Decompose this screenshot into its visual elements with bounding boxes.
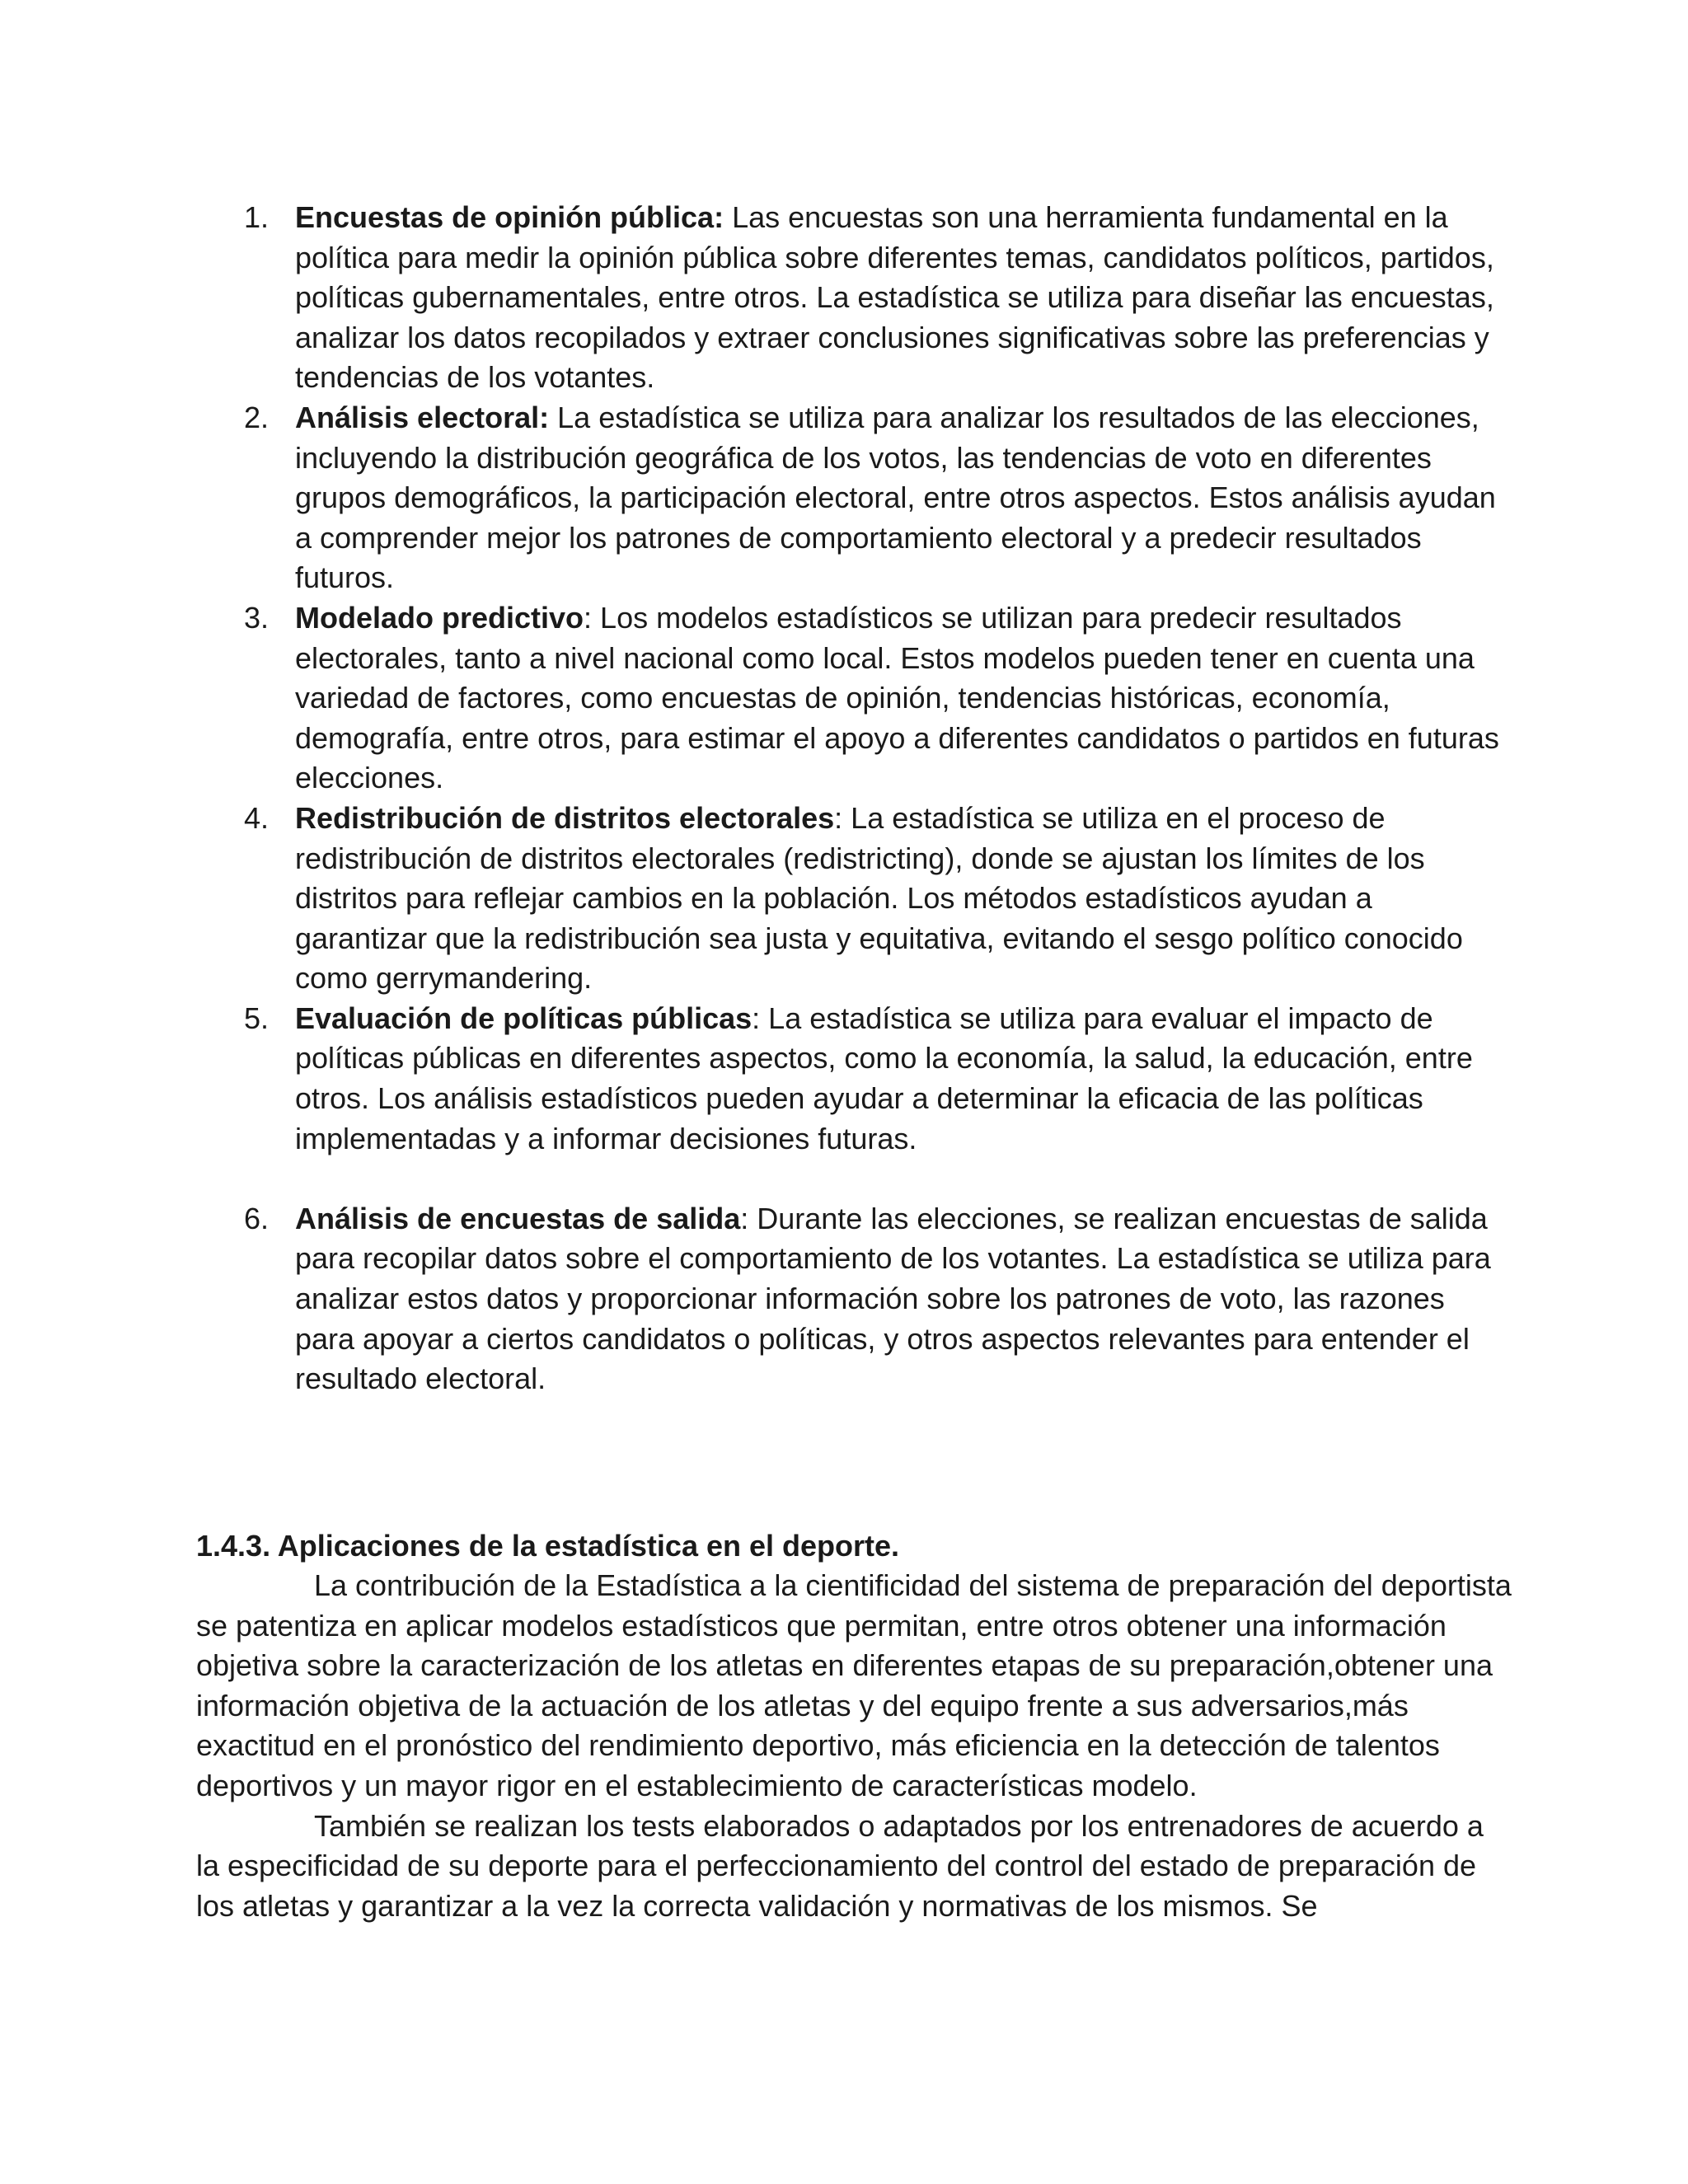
list-item-text: Las encuestas son una herramienta fundamental en la política para medir la opinión pública sobre diferentes temas, candidatos políticos, partidos, políticas gubernamentales, entre otros. La estadística se utiliza para diseñar las encuestas, analizar los datos recopilados y extraer conclusiones significativas sobre las preferencias y tendencias de los votantes. (295, 200, 1494, 395)
list-item (237, 198, 1507, 398)
body-paragraph: La contribución de la Estadística a la cientificidad del sistema de preparación del deportista se patentiza en aplicar modelos estadísticos que permitan, entre otros obtener una información objetiva sobre la caracterización de los atletas en diferentes etapas de su preparación,obtener una información objetiva de la actuación de los atletas y del equipo frente a sus adversarios,más exactitud en el pronóstico del rendimiento deportivo, más eficiencia en la detección de talentos deportivos y un mayor rigor en el establecimiento de características modelo. (196, 1568, 1512, 1802)
list-item-term: Análisis de encuestas de salida (295, 1201, 741, 1235)
list-item (237, 1199, 1507, 1399)
section-heading: 1.4.3. Aplicaciones de la estadística en el deporte. (196, 1529, 900, 1563)
list-item (237, 799, 1507, 999)
list-item-text: La estadística se utiliza para analizar los resultados de las elecciones, incluyendo la distribución geográfica de los votos, las tendencias de voto en diferentes grupos demográficos, la participación electoral, entre otros aspectos. Estos análisis ayudan a comprender mejor los patrones de comportamiento electoral y a predecir resultados futuros. (295, 400, 1496, 595)
list-item-text: : La estadística se utiliza en el proceso de redistribución de distritos electorales (redistricting), donde se ajustan los límites de los distritos para reflejar cambios en la población. Los métodos estadísticos ayudan a garantizar que la redistribución sea justa y equitativa, evitando el sesgo político conocido como gerrymandering. (295, 800, 1463, 996)
list-item-number: 3. (244, 600, 270, 635)
list-item-term: Encuestas de opinión pública: (295, 200, 724, 234)
list-item-term: Análisis electoral: (295, 400, 550, 434)
section-body (196, 1566, 1513, 1926)
list-item-number: 5. (244, 1001, 270, 1035)
list-item-number: 4. (244, 800, 270, 835)
list-item (237, 598, 1507, 799)
list-item-term: Redistribución de distritos electorales (295, 800, 835, 835)
body-paragraph: También se realizan los tests elaborados o adaptados por los entrenadores de acuerdo a la especificidad de su deporte para el perfeccionamiento del control del estado de preparación de los atletas y garantizar a la vez la correcta validación y normativas de los mismos. Se (196, 1808, 1484, 1923)
list-item-number: 2. (244, 400, 270, 434)
applications-list (237, 198, 1507, 1399)
list-item-number: 1. (244, 200, 270, 234)
list-item-text: : Durante las elecciones, se realizan encuestas de salida para recopilar datos sobre el comportamiento de los votantes. La estadística se utiliza para analizar estos datos y proporcionar información sobre los patrones de voto, las razones para apoyar a ciertos candidatos o políticas, y otros aspectos relevantes para entender el resultado electoral. (295, 1201, 1491, 1396)
list-item-number: 6. (244, 1201, 270, 1235)
list-item-text: : Los modelos estadísticos se utilizan para predecir resultados electorales, tanto a nivel nacional como local. Estos modelos pueden tener en cuenta una variedad de factores, como encuestas de opinión, tendencias históricas, economía, demografía, entre otros, para estimar el apoyo a diferentes candidatos o partidos en futuras elecciones. (295, 600, 1499, 795)
list-item-text: : La estadística se utiliza para evaluar el impacto de políticas públicas en diferentes aspectos, como la economía, la salud, la educación, entre otros. Los análisis estadísticos pueden ayudar a determinar la eficacia de las políticas implementadas y a informar decisiones futuras. (295, 1001, 1473, 1155)
list-item-term: Evaluación de políticas públicas (295, 1001, 753, 1035)
list-item-term: Modelado predictivo (295, 600, 584, 635)
list-item (237, 398, 1507, 598)
list-item (237, 999, 1507, 1159)
